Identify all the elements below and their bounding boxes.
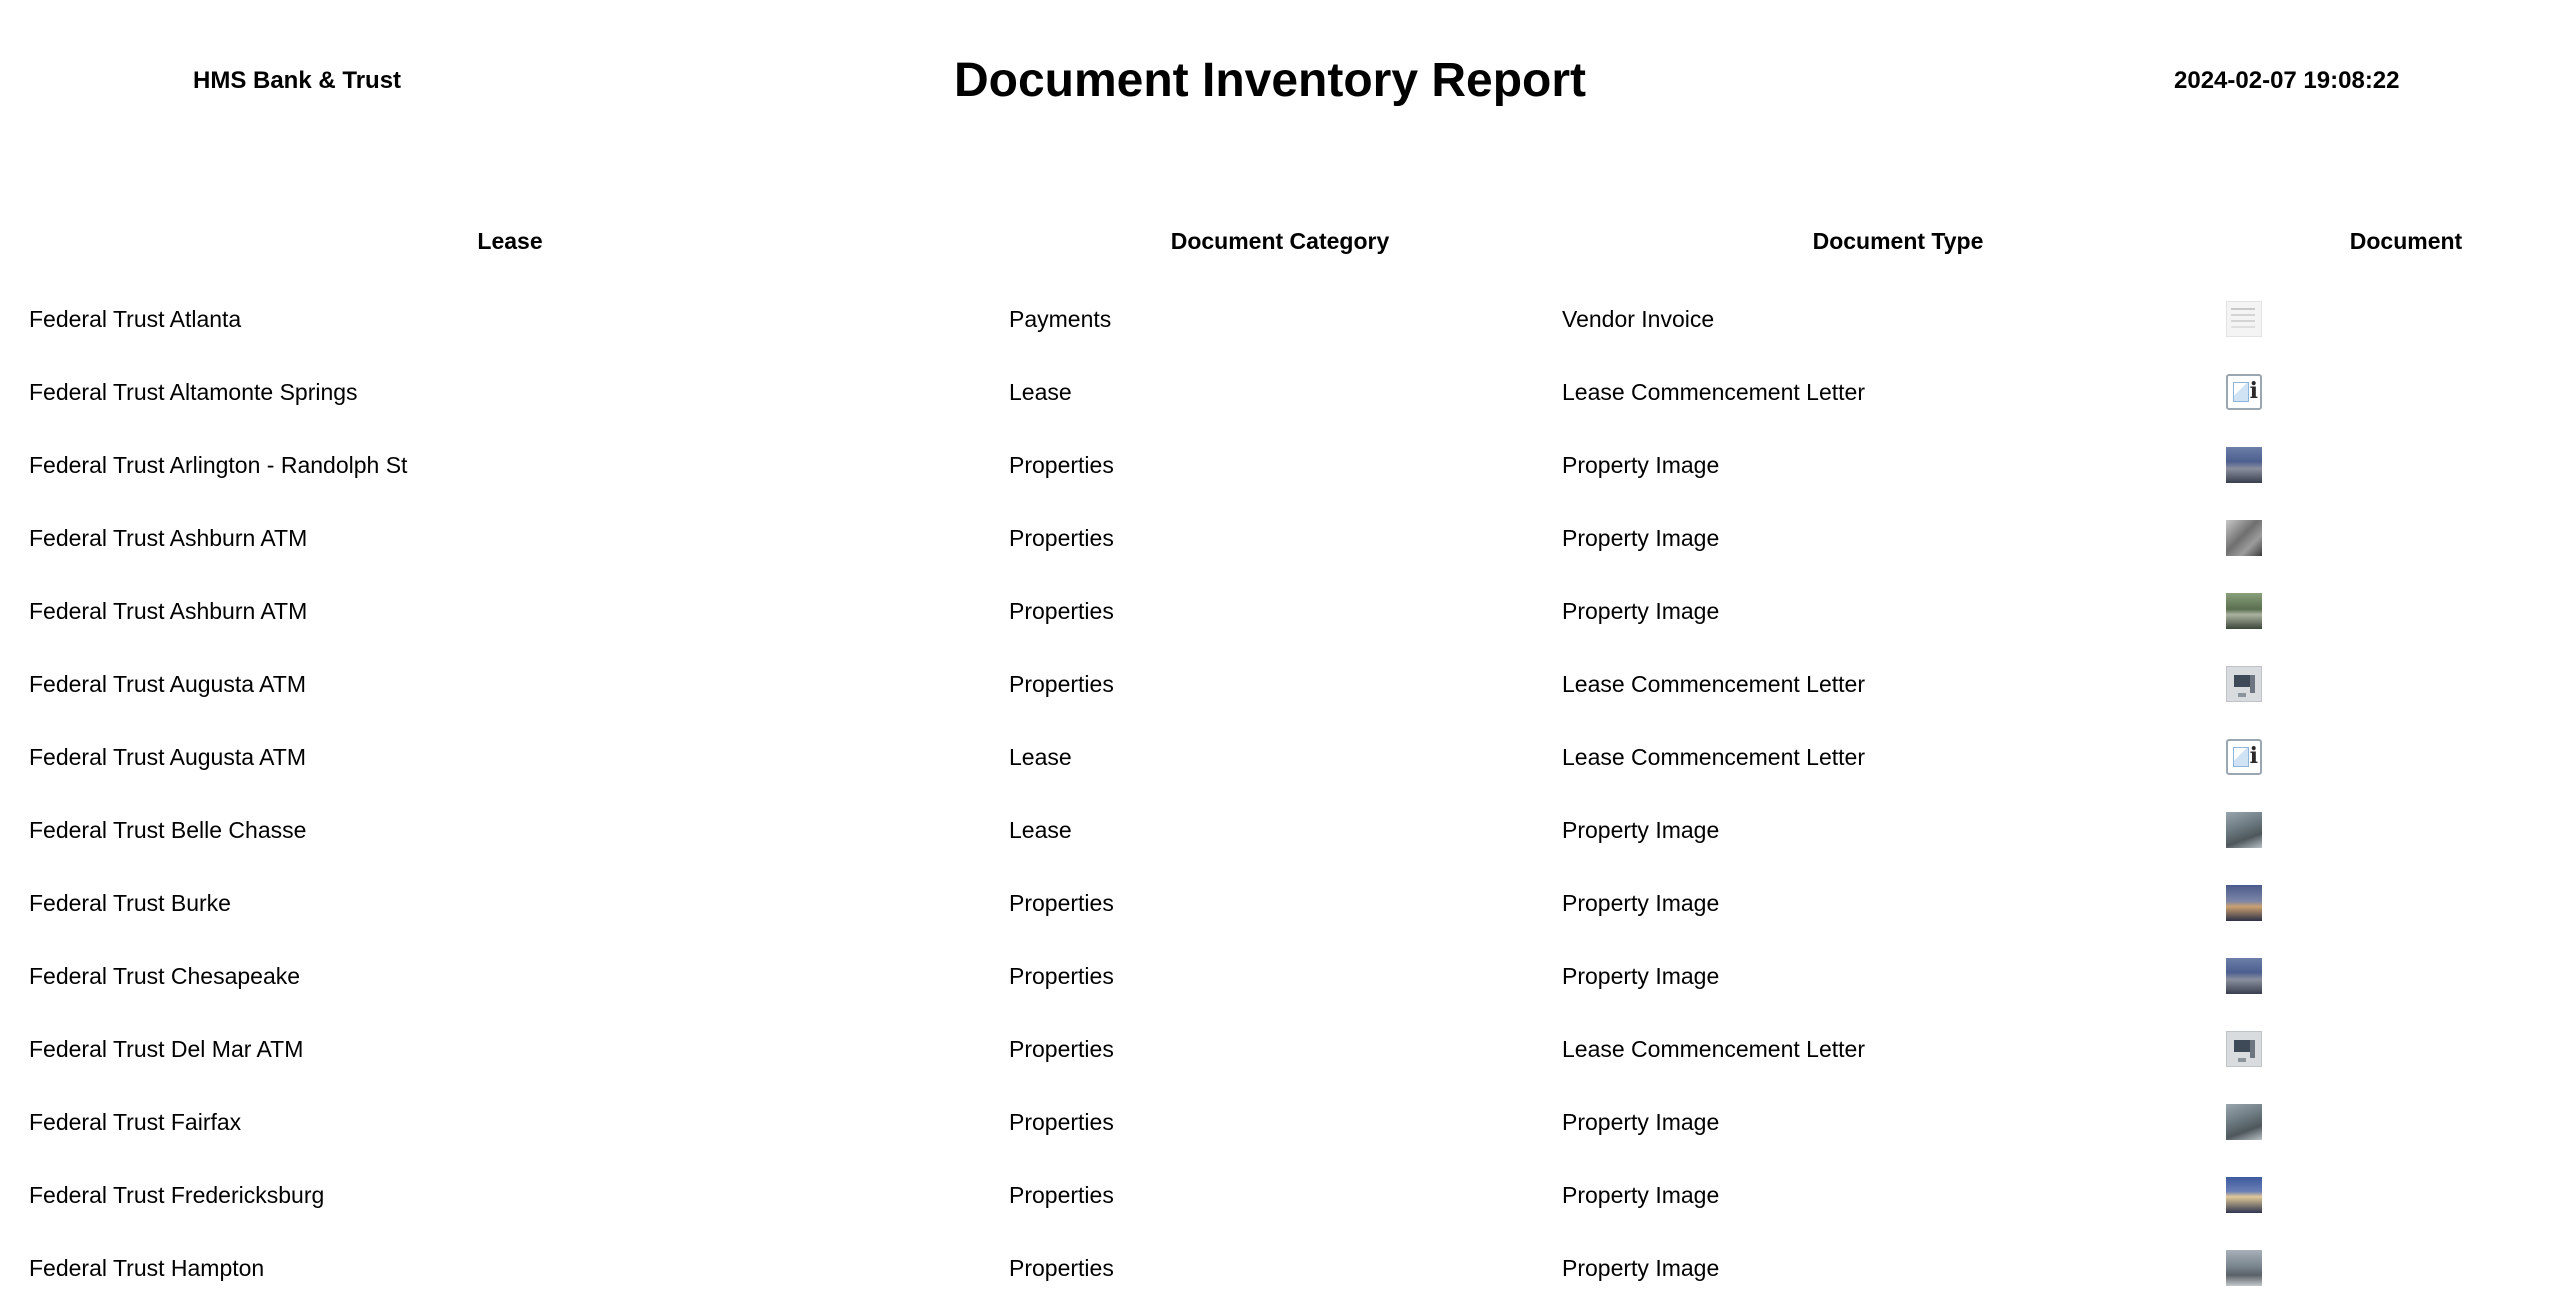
table-row	[0, 1158, 2566, 1231]
document-type-cell: Lease Commencement Letter	[1562, 378, 1865, 405]
document-category-cell: Payments	[1009, 305, 1112, 332]
document-cell	[2226, 958, 2566, 994]
lease-cell: Federal Trust Belle Chasse	[29, 816, 307, 843]
table-row	[0, 720, 2566, 793]
table-row	[0, 793, 2566, 866]
lease-cell: Federal Trust Del Mar ATM	[29, 1035, 304, 1062]
building-photo-thumbnail[interactable]	[2226, 1250, 2262, 1286]
company-name: HMS Bank & Trust	[193, 67, 402, 94]
lease-cell: Federal Trust Ashburn ATM	[29, 597, 308, 624]
table-row	[0, 574, 2566, 647]
document-category-cell: Properties	[1009, 524, 1114, 551]
document-type-cell: Vendor Invoice	[1562, 305, 1715, 332]
column-header-document-type: Document Type	[1812, 228, 1984, 254]
lease-cell: Federal Trust Burke	[29, 889, 231, 916]
atm-photo-thumbnail[interactable]	[2226, 666, 2262, 702]
document-type-cell: Property Image	[1562, 889, 1720, 916]
table-row	[0, 647, 2566, 720]
report-timestamp: 2024-02-07 19:08:22	[2174, 67, 2400, 94]
column-header-document: Document	[2349, 228, 2463, 254]
document-type-cell: Lease Commencement Letter	[1562, 1035, 1865, 1062]
document-category-cell: Properties	[1009, 597, 1114, 624]
lease-cell: Federal Trust Fredericksburg	[29, 1181, 325, 1208]
broken-image-icon[interactable]	[2226, 739, 2262, 775]
report-title: Document Inventory Report	[953, 54, 1587, 107]
building-photo-thumbnail[interactable]	[2226, 958, 2262, 994]
document-type-cell: Property Image	[1562, 524, 1720, 551]
lease-cell: Federal Trust Ashburn ATM	[29, 524, 308, 551]
document-cell	[2226, 1177, 2566, 1213]
document-category-cell: Properties	[1009, 889, 1114, 916]
building-photo-thumbnail[interactable]	[2226, 812, 2262, 848]
atm-photo-thumbnail[interactable]	[2226, 1031, 2262, 1067]
document-cell	[2226, 1104, 2566, 1140]
document-cell	[2226, 593, 2566, 629]
building-photo-thumbnail[interactable]	[2226, 520, 2262, 556]
lease-cell: Federal Trust Chesapeake	[29, 962, 301, 989]
building-photo-thumbnail[interactable]	[2226, 447, 2262, 483]
table-row	[0, 355, 2566, 428]
invoice-thumbnail[interactable]	[2226, 301, 2262, 337]
lease-cell: Federal Trust Atlanta	[29, 305, 242, 332]
table-row	[0, 866, 2566, 939]
document-type-cell: Property Image	[1562, 962, 1720, 989]
table-row	[0, 501, 2566, 574]
column-header-document-category: Document Category	[1170, 228, 1390, 254]
document-type-cell: Property Image	[1562, 816, 1720, 843]
document-category-cell: Properties	[1009, 670, 1114, 697]
lease-cell: Federal Trust Augusta ATM	[29, 743, 306, 770]
document-inventory-table	[0, 208, 2566, 1304]
document-category-cell: Properties	[1009, 451, 1114, 478]
document-category-cell: Lease	[1009, 743, 1072, 770]
document-cell	[2226, 885, 2566, 921]
document-category-cell: Properties	[1009, 1035, 1114, 1062]
document-type-cell: Property Image	[1562, 597, 1720, 624]
lease-cell: Federal Trust Hampton	[29, 1254, 265, 1281]
document-cell	[2226, 447, 2566, 483]
table-row	[0, 939, 2566, 1012]
document-cell	[2226, 374, 2566, 410]
building-photo-thumbnail[interactable]	[2226, 885, 2262, 921]
building-photo-thumbnail[interactable]	[2226, 1177, 2262, 1213]
column-header-lease: Lease	[477, 228, 543, 254]
building-photo-thumbnail[interactable]	[2226, 1104, 2262, 1140]
document-type-cell: Property Image	[1562, 1254, 1720, 1281]
document-cell	[2226, 739, 2566, 775]
document-cell	[2226, 1031, 2566, 1067]
document-type-cell: Lease Commencement Letter	[1562, 670, 1865, 697]
document-category-cell: Properties	[1009, 1254, 1114, 1281]
table-row	[0, 1085, 2566, 1158]
document-type-cell: Property Image	[1562, 1108, 1720, 1135]
lease-cell: Federal Trust Augusta ATM	[29, 670, 306, 697]
document-type-cell: Property Image	[1562, 451, 1720, 478]
building-photo-thumbnail[interactable]	[2226, 593, 2262, 629]
table-row	[0, 428, 2566, 501]
table-header-row	[0, 208, 2566, 274]
document-category-cell: Properties	[1009, 1108, 1114, 1135]
broken-image-icon[interactable]	[2226, 374, 2262, 410]
lease-cell: Federal Trust Fairfax	[29, 1108, 242, 1135]
document-cell	[2226, 520, 2566, 556]
document-type-cell: Property Image	[1562, 1181, 1720, 1208]
document-category-cell: Properties	[1009, 1181, 1114, 1208]
document-cell	[2226, 812, 2566, 848]
table-row	[0, 1012, 2566, 1085]
table-row	[0, 1231, 2566, 1304]
document-cell	[2226, 301, 2566, 337]
lease-cell: Federal Trust Arlington - Randolph St	[29, 451, 408, 478]
document-cell	[2226, 666, 2566, 702]
document-type-cell: Lease Commencement Letter	[1562, 743, 1865, 770]
table-row	[0, 282, 2566, 355]
lease-cell: Federal Trust Altamonte Springs	[29, 378, 358, 405]
document-cell	[2226, 1250, 2566, 1286]
document-category-cell: Properties	[1009, 962, 1114, 989]
document-category-cell: Lease	[1009, 378, 1072, 405]
document-category-cell: Lease	[1009, 816, 1072, 843]
